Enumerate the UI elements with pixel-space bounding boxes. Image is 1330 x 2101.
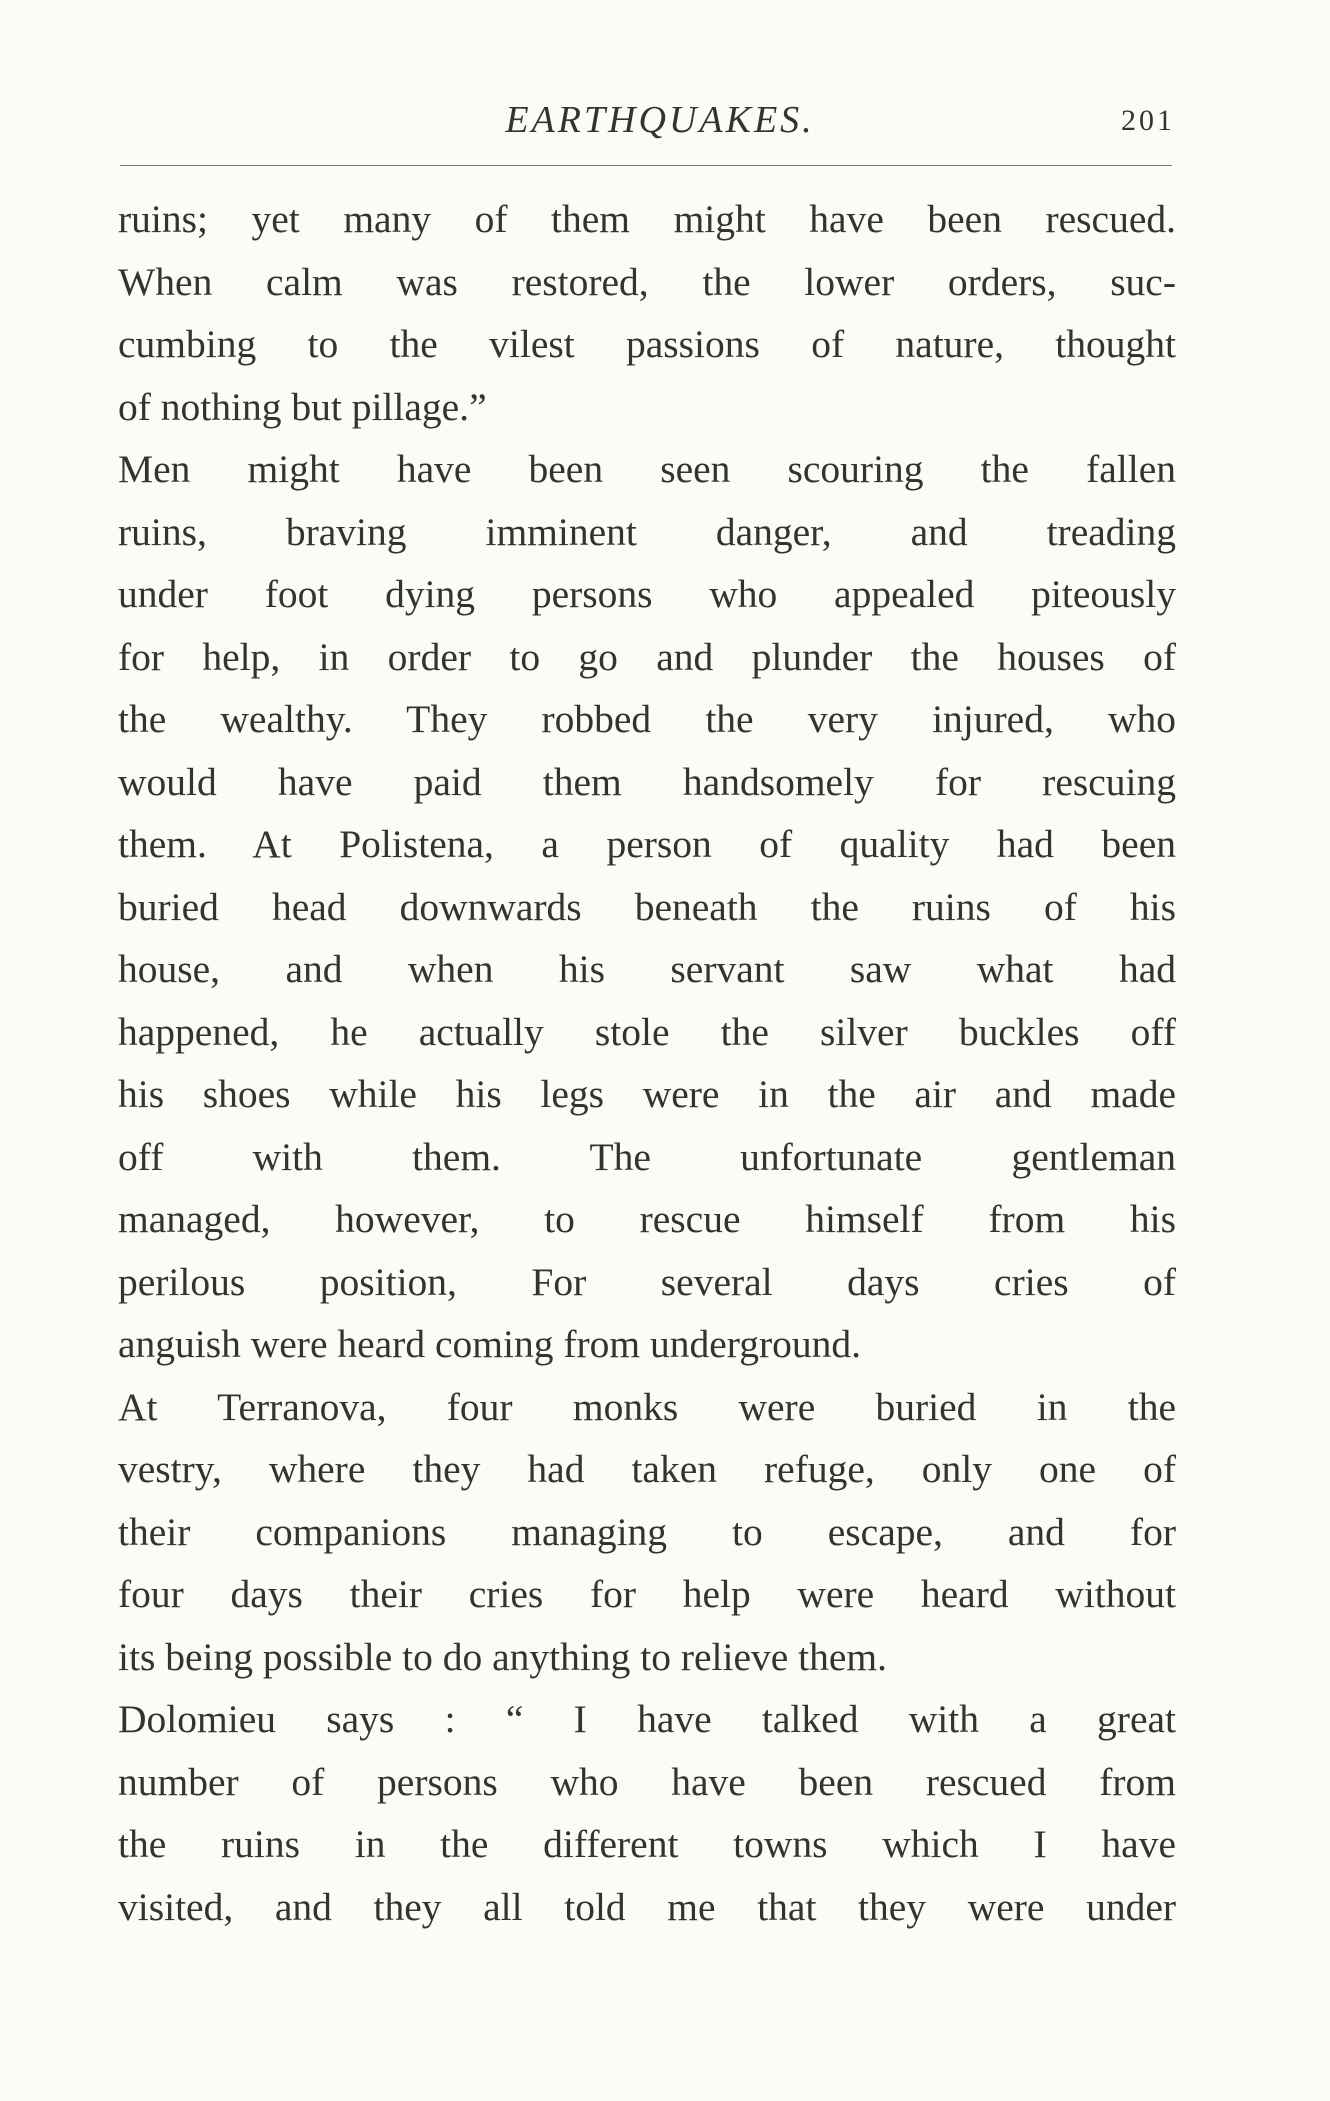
text-line: number of persons who have been rescued from [118,1759,1176,1804]
text-line: ruins, braving imminent danger, and treading [118,509,1176,554]
running-title: EARTHQUAKES. [505,99,815,141]
text-line: their companions managing to escape, and for [118,1509,1176,1554]
text-line: ruins; yet many of them might have been rescued. [118,197,1176,241]
text-line: for help, in order to go and plunder the houses of [118,634,1176,679]
text-line: perilous position, For several days cries of [118,1259,1176,1304]
page-header [120,95,1175,145]
text-line: its being possible to do anything to relieve them. [118,1634,888,1679]
text-line: anguish were heard coming from underground. [118,1322,861,1366]
text-line: happened, he actually stole the silver buckles off [118,1009,1176,1054]
text-line: his shoes while his legs were in the air and made [118,1072,1176,1116]
text-line: vestry, where they had taken refuge, only one of [118,1447,1176,1491]
text-line: would have paid them handsomely for rescuing [118,759,1176,804]
text-line: the wealthy. They robbed the very injured, who [118,697,1176,741]
text-line: them. At Polistena, a person of quality had been [118,822,1176,866]
page-number: 201 [1121,104,1175,137]
text-line: the ruins in the different towns which I have [118,1822,1176,1866]
text-line: visited, and they all told me that they were under [118,1884,1176,1929]
text-line: At Terranova, four monks were buried in the [118,1384,1176,1429]
body-text [118,188,1176,1938]
text-line: under foot dying persons who appealed piteously [118,572,1176,616]
text-line: house, and when his servant saw what had [118,947,1176,991]
text-line: of nothing but pillage.” [118,384,487,429]
text-line: When calm was restored, the lower orders, suc- [118,259,1176,304]
text-line: four days their cries for help were heard without [118,1572,1176,1616]
text-line: buried head downwards beneath the ruins of his [118,884,1176,929]
text-line: managed, however, to rescue himself from his [118,1197,1176,1241]
text-line: Dolomieu says : “ I have talked with a great [118,1697,1176,1741]
text-line: off with them. The unfortunate gentleman [118,1134,1176,1179]
text-line: cumbing to the vilest passions of nature, thought [118,322,1176,366]
text-line: Men might have been seen scouring the fallen [118,447,1176,491]
header-rule [120,165,1172,166]
